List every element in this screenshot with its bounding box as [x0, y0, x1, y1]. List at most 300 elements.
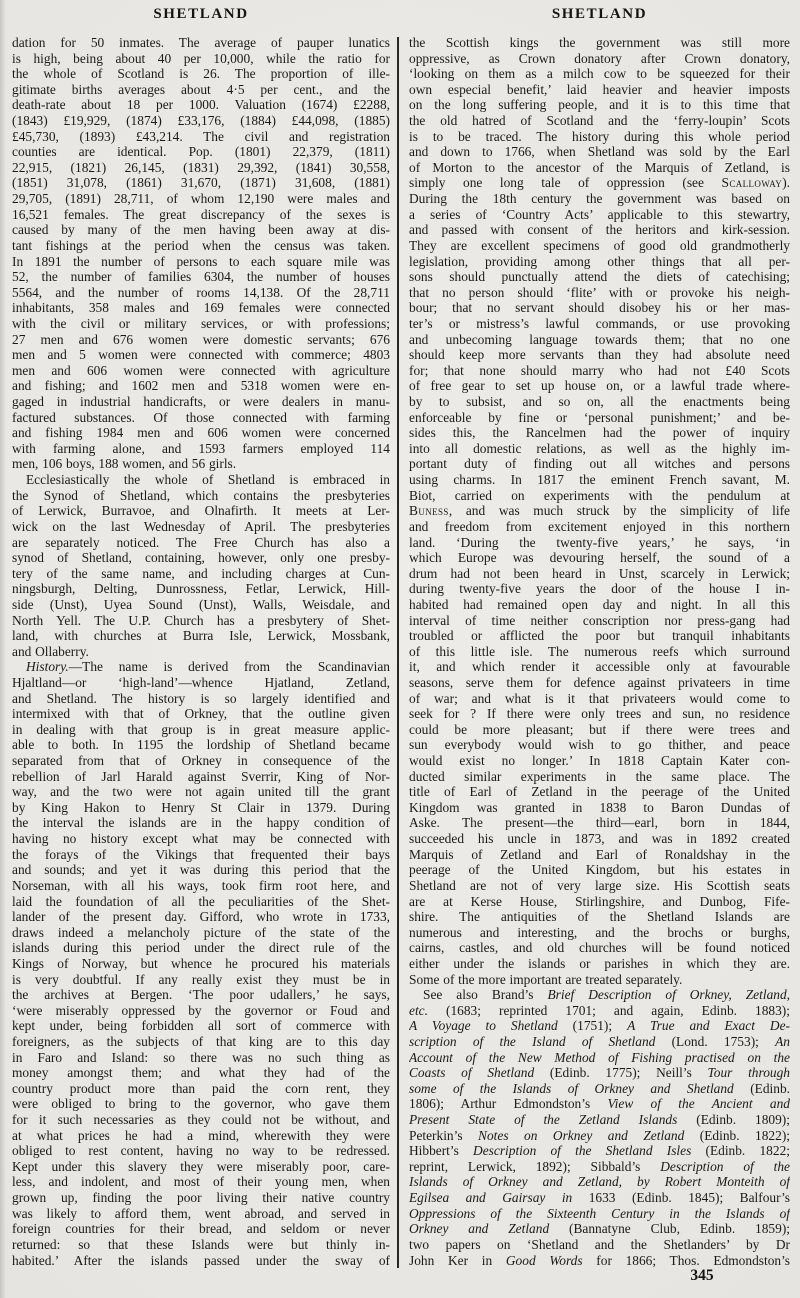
text-line: [12, 1065, 390, 1081]
text-line: [409, 269, 790, 285]
italic-text: Egilsea and Gairsay in: [409, 1190, 573, 1206]
text-segment: the Scottish kings the government was still more: [409, 35, 790, 50]
text-line: [12, 691, 390, 707]
text-line: [12, 940, 390, 956]
text-segment: grown up, finding the poor living their native country: [12, 1190, 390, 1206]
text-segment: is very doubtful. If any really exist they must be in: [12, 971, 390, 987]
running-head-right: SHETLAND: [551, 6, 648, 22]
text-segment: factured substances. Of those connected with farming: [12, 409, 390, 425]
text-line: [409, 1018, 790, 1034]
text-segment: a series of ‘Country Acts’ applicable to this stewartry,: [409, 206, 790, 222]
text-segment: peerage of the United Kingdom, but his estates in: [409, 862, 790, 878]
text-segment: the forays of the Vikings that frequented their bays: [12, 846, 390, 862]
text-line: [409, 35, 790, 51]
scan-edge-shadow: [0, 0, 6, 1298]
text-line: [409, 97, 790, 113]
text-line: [12, 722, 390, 738]
text-segment: oppressive, as Crown donatory after Crown donatory,: [409, 50, 790, 66]
text-segment: which Europe was devouring herself, the sound of a: [409, 550, 790, 566]
text-line: [409, 566, 790, 582]
text-line: [409, 706, 790, 722]
text-segment: with the civil or military services, or with professions;: [12, 315, 390, 331]
text-segment: shire. The antiquities of the Shetland Islands are: [409, 909, 790, 925]
text-segment: obliged to rest content, having no way to be redressed.: [12, 1143, 390, 1159]
text-line: [409, 1096, 790, 1112]
text-line: [12, 363, 390, 379]
text-line: [12, 581, 390, 597]
text-line: [12, 597, 390, 613]
text-line: [409, 394, 790, 410]
text-segment: 1633 (Edinb. 1845); Balfour’s: [572, 1190, 790, 1206]
text-line: [409, 1065, 790, 1081]
text-line: [409, 51, 790, 67]
text-line: [12, 1159, 390, 1175]
smallcaps-text: Buness: [409, 503, 449, 519]
text-line: [409, 82, 790, 98]
text-segment: succeeded his uncle in 1873, and was in 1892 created: [409, 831, 790, 847]
text-segment: Norseman, with all his ways, took firm root here, and: [12, 877, 390, 893]
text-line: [409, 862, 790, 878]
text-line: [409, 722, 790, 738]
text-segment: for it such necessaries as they could not be without, and: [12, 1112, 390, 1128]
text-line: [409, 987, 790, 1003]
text-line: [409, 878, 790, 894]
text-segment: —The name is derived from the Scandinavian: [68, 659, 390, 675]
text-line: [409, 363, 790, 379]
italic-text: Oppressions of the Sixteenth Century in the Islands of: [409, 1205, 790, 1221]
column-divider-rule: [397, 37, 399, 1268]
text-segment: , and was much struck by the simplicity of life: [448, 503, 790, 519]
text-line: [409, 441, 790, 457]
text-segment: foreign countries for their bread, and seldom or never: [12, 1221, 390, 1237]
italic-text: A Voyage to Shetland: [409, 1018, 558, 1034]
text-segment: laid the foundation of all the peculiarities of the Shet-: [12, 893, 390, 909]
text-segment: caused by many of the men having been away at dis-: [12, 222, 390, 238]
text-line: [409, 909, 790, 925]
text-segment: using charms. In 1817 the eminent French savant, M.: [409, 472, 790, 488]
text-line: [409, 659, 790, 675]
text-line: [12, 909, 390, 925]
italic-text: An: [775, 1034, 790, 1049]
text-line: [409, 144, 790, 160]
text-segment: by King Hakon to Henry St Clair in 1379. During: [12, 799, 390, 815]
text-segment: habited.’ After the islands passed under the sway of: [12, 1252, 390, 1268]
text-line: [12, 706, 390, 722]
text-line: [409, 129, 790, 145]
text-line: [409, 254, 790, 270]
text-line: [12, 347, 390, 363]
text-line: [12, 628, 390, 644]
text-segment: the old hatred of Scotland and the ‘ferry-loupin’ Scots: [409, 113, 790, 129]
text-segment: legislation, providing among other things that all per-: [409, 253, 790, 269]
text-line: [409, 222, 790, 238]
text-line: [409, 831, 790, 847]
text-segment: at what prices he had a mind, wherewith they were: [12, 1127, 390, 1143]
text-segment: Kings of Norway, but whence he procured his materials: [12, 955, 390, 971]
italic-text: A True and Exact De-: [627, 1018, 790, 1034]
text-segment: sons should punctually attend the diets of catechising;: [409, 269, 790, 285]
text-segment: during twenty-five years the door of the house I in-: [409, 581, 790, 597]
text-segment: in dealing with that group is in great measure applic-: [12, 721, 390, 737]
text-line: [12, 1081, 390, 1097]
text-line: [12, 1112, 390, 1128]
text-segment: dation for 50 inmates. The average of pauper lunatics: [12, 35, 390, 50]
text-segment: drum had not been heard in Unst, scarcely in Lerwick;: [409, 565, 790, 581]
text-line: [12, 972, 390, 988]
text-segment: They are excellent specimens of good old grandmotherly: [409, 237, 790, 253]
text-line: [12, 737, 390, 753]
text-line: [409, 300, 790, 316]
text-line: [409, 1050, 790, 1066]
text-segment: inhabitants, 358 males and 169 females were connected: [12, 300, 390, 316]
text-line: [409, 1159, 790, 1175]
text-segment: men and 606 women were connected with agriculture: [12, 362, 390, 378]
text-line: [12, 144, 390, 160]
text-segment: Marquis of Zetland and Earl of Ronaldshay in the: [409, 846, 790, 862]
text-segment: seek for ? If there were only trees and sun, no residence: [409, 706, 790, 722]
text-segment: and Ollaberry.: [12, 643, 89, 659]
text-line: [409, 207, 790, 223]
text-line: [12, 472, 390, 488]
italic-text: Tour through: [707, 1065, 790, 1081]
text-segment: (Edinb.: [733, 1080, 790, 1096]
text-line: [12, 503, 390, 519]
text-line: [12, 1050, 390, 1066]
text-segment: (Edinb. 1822;: [691, 1143, 790, 1159]
text-segment: North Yell. The U.P. Church has a presbytery of Shet-: [12, 612, 390, 628]
text-segment: (Edinb. 1775); Neill’s: [534, 1065, 708, 1081]
text-segment: (1751);: [557, 1018, 628, 1034]
text-segment: able to both. In 1195 the lordship of Shetland became: [12, 737, 390, 753]
text-segment: are at Kerse House, Stirlingshire, and Dunbog, Fife-: [409, 893, 790, 909]
text-line: [12, 285, 390, 301]
text-line: [12, 1206, 390, 1222]
italic-text: Orkney and Zetland: [409, 1221, 550, 1237]
text-segment: men and 5 women were connected with commerce; 4803: [12, 347, 390, 363]
text-line: [12, 254, 390, 270]
text-segment: (Edinb. 1822);: [684, 1127, 790, 1143]
text-segment: During the 18th century the government was based on: [409, 191, 790, 207]
text-line: [12, 300, 390, 316]
text-line: [12, 784, 390, 800]
text-line: [12, 394, 390, 410]
text-segment: of Lerwick, Burravoe, and Olnafirth. It meets at Ler-: [12, 503, 390, 519]
text-line: [409, 628, 790, 644]
text-segment: that no person should ‘flite’ with or provoke his neigh-: [409, 284, 790, 300]
text-line: [409, 956, 790, 972]
text-line: [409, 940, 790, 956]
left-column: [12, 35, 390, 1268]
text-line: [409, 691, 790, 707]
text-line: [409, 613, 790, 629]
text-line: [12, 1018, 390, 1034]
italic-text: Account of the New Method of Fishing practised on the: [409, 1049, 790, 1065]
text-segment: synod of Shetland, containing, however, only one presby-: [12, 550, 390, 566]
text-segment: 22,915, (1821) 26,145, (1831) 29,392, (1841) 30,558,: [12, 159, 390, 175]
text-line: [12, 35, 390, 51]
text-segment: Kingdom was granted in 1838 to Baron Dundas of: [409, 799, 790, 815]
italic-text: etc.: [409, 1002, 428, 1018]
text-segment: were obliged to bring to the governor, who gave them: [12, 1096, 390, 1112]
text-line: [12, 659, 390, 675]
text-segment: into all domestic relations, as well as the highly im-: [409, 440, 790, 456]
text-line: [409, 113, 790, 129]
italic-text: Present State of the Zetland Islands: [409, 1112, 678, 1128]
text-segment: men, 106 boys, 188 women, and 56 girls.: [12, 456, 237, 472]
text-line: [12, 675, 390, 691]
text-line: [409, 1221, 790, 1237]
text-line: [12, 878, 390, 894]
text-line: [12, 1096, 390, 1112]
text-line: [409, 784, 790, 800]
text-line: [409, 66, 790, 82]
italic-text: Good Words: [505, 1252, 583, 1268]
text-segment: wick on the last Wednesday of April. The presbyteries: [12, 518, 390, 534]
text-segment: way, and the two were not again united till the grant: [12, 784, 390, 800]
text-line: [409, 644, 790, 660]
text-segment: is to be traced. The history during this whole period: [409, 128, 790, 144]
text-line: [409, 425, 790, 441]
text-segment: death-rate about 18 per 1000. Valuation (1674) £2288,: [12, 97, 390, 113]
text-segment: and fishing 1984 men and 606 women were concerned: [12, 425, 390, 441]
text-segment: with farming alone, and 1593 farmers employed 114: [12, 440, 390, 456]
text-line: [409, 753, 790, 769]
text-segment: John Ker in: [409, 1252, 506, 1268]
text-line: [12, 550, 390, 566]
text-segment: interval of time neither conscription nor press-gang had: [409, 612, 790, 628]
text-segment: tant fishings at the period when the census was taken.: [12, 237, 390, 253]
text-line: [409, 815, 790, 831]
text-segment: cairns, castles, and old churches will be found noticed: [409, 940, 790, 956]
text-segment: returned: so that these Islands were but thinly in-: [12, 1236, 390, 1252]
text-segment: of war; and what is it that privateers would come to: [409, 690, 790, 706]
text-line: [409, 800, 790, 816]
text-line: [409, 1034, 790, 1050]
text-line: [12, 269, 390, 285]
text-segment: sides this, the Rancelmen had the power of inquiry: [409, 425, 790, 441]
text-segment: Kept under this slavery they were miserably poor, care-: [12, 1158, 390, 1174]
text-line: [409, 347, 790, 363]
text-segment: the Synod of Shetland, which contains the presbyteries: [12, 487, 390, 503]
text-segment: tery of the same name, and including charges at Cun-: [12, 565, 390, 581]
text-line: [409, 1237, 790, 1253]
text-line: [12, 1253, 390, 1269]
text-segment: ‘looking on them as a milch cow to be squeezed for their: [409, 66, 790, 82]
text-line: [409, 550, 790, 566]
text-segment: (Edinb. 1809);: [677, 1112, 790, 1128]
text-segment: ducted similar experiments in the same place. The: [409, 768, 790, 784]
italic-text: View of the Ancient and: [607, 1096, 790, 1112]
text-segment: rebellion of Jarl Harald against Sverrir, King of Nor-: [12, 768, 390, 784]
text-line: [409, 1174, 790, 1190]
text-segment: Some of the more important are treated separately.: [409, 971, 683, 987]
text-line: [12, 987, 390, 1003]
text-line: [12, 1034, 390, 1050]
text-line: [409, 456, 790, 472]
text-line: [12, 378, 390, 394]
text-line: [12, 956, 390, 972]
text-segment: 27 men and 676 women were domestic servants; 676: [12, 331, 390, 347]
text-segment: 5564, and the number of rooms 14,138. Of the 28,711: [12, 284, 390, 300]
text-line: [12, 753, 390, 769]
text-line: [12, 160, 390, 176]
text-segment: Biot, carried on experiments with the pendulum at: [409, 487, 790, 503]
text-segment: and passed with consent of the heritors and kirk-session.: [409, 222, 790, 238]
text-line: [409, 675, 790, 691]
text-line: [12, 191, 390, 207]
text-segment: having no history except what may be connected with: [12, 831, 390, 847]
text-segment: counties are identical. Pop. (1801) 22,379, (1811): [12, 144, 390, 160]
text-line: [12, 488, 390, 504]
running-head-left: SHETLAND: [153, 6, 249, 22]
text-segment: and freedom from excitement enjoyed in this northern: [409, 518, 790, 534]
text-segment: gitimate births averages about 4·5 per cent., and the: [12, 81, 390, 97]
text-segment: and sounds; and yet it was during this period that the: [12, 862, 390, 878]
text-segment: is high, being about 40 per 10,000, while the ratio for: [12, 50, 390, 66]
text-segment: Shetland are not of very large size. His Scottish seats: [409, 877, 790, 893]
text-segment: (1851) 31,078, (1861) 31,670, (1871) 31,608, (1881): [12, 175, 390, 191]
text-segment: ter’s or mistress’s lawful commands, or use provoking: [409, 315, 790, 331]
text-line: [409, 378, 790, 394]
text-line: [409, 488, 790, 504]
text-segment: separated from that of Orkney in consequence of the: [12, 753, 390, 769]
text-segment: either under the islands or parishes in which they are.: [409, 955, 790, 971]
text-segment: kept under, being forbidden all sort of commerce with: [12, 1018, 390, 1034]
text-segment: 29,705, (1891) 28,711, of whom 12,190 were males and: [12, 191, 390, 207]
text-segment: foreigners, as the subjects of that king are to this day: [12, 1034, 390, 1049]
text-line: [12, 535, 390, 551]
text-line: [12, 441, 390, 457]
text-line: [12, 1237, 390, 1253]
italic-text: some of the Islands of Orkney and Shetland: [409, 1080, 734, 1096]
text-line: [409, 1143, 790, 1159]
text-segment: by to subsist, and so on, all the enactments being: [409, 394, 790, 410]
text-segment: Aske. The present—the third—earl, born in 1844,: [409, 815, 790, 831]
text-segment: on the long suffering people, and it is to this time that: [409, 97, 790, 113]
text-line: [12, 644, 390, 660]
text-segment: land, with churches at Burra Isle, Lerwick, Mossbank,: [12, 628, 390, 644]
text-segment: intermixed with that of Orkney, that the outline given: [12, 706, 390, 722]
text-segment: two papers on ‘Shetland and the Shetlanders’ by Dr: [409, 1236, 790, 1252]
text-segment: draws indeed a melancholy picture of the state of the: [12, 924, 390, 940]
text-segment: for 1866; Thos. Edmondston’s: [582, 1252, 790, 1268]
italic-text: Coasts of Shetland: [409, 1065, 535, 1081]
italic-text: Brief Description of Orkney, Zetland,: [547, 987, 790, 1003]
text-line: [409, 316, 790, 332]
text-segment: money amongst them; and what they had of the: [12, 1065, 390, 1081]
text-segment: it, and which render it accessible only at favourable: [409, 659, 790, 675]
text-line: [409, 1253, 790, 1269]
text-segment: and fishing; and 1602 men and 5318 women were en-: [12, 378, 390, 394]
text-line: [12, 1221, 390, 1237]
text-segment: in Faro and Island: so there was no such thing as: [12, 1049, 390, 1065]
text-line: [409, 410, 790, 426]
text-line: [409, 597, 790, 613]
text-segment: (1843) £19,929, (1874) £33,176, (1884) £44,098, (1885): [12, 113, 390, 129]
text-line: [409, 1112, 790, 1128]
text-line: [12, 1174, 390, 1190]
text-segment: troubled or afflicted the poor but tranquil inhabitants: [409, 628, 790, 644]
text-segment: title of Earl of Zetland in the peerage of the United: [409, 784, 790, 800]
text-line: [12, 831, 390, 847]
text-segment: the archives at Bergen. ‘The poor udallers,’ he says,: [12, 987, 390, 1003]
text-line: [409, 1190, 790, 1206]
text-line: [409, 1081, 790, 1097]
italic-text: Description of the Shetland Isles: [473, 1143, 692, 1159]
text-segment: sun everybody would wish to go thither, and peace: [409, 737, 790, 753]
text-line: [12, 519, 390, 535]
text-segment: for; that none should marry who had not £40 Scots: [409, 362, 790, 378]
text-line: [12, 847, 390, 863]
text-segment: ningsburgh, Delting, Dunrossness, Fetlar, Lerwick, Hill-: [12, 581, 390, 597]
text-segment: the whole of Scotland is 26. The proportion of ille-: [12, 66, 390, 82]
italic-text: Description of the: [660, 1158, 790, 1174]
text-segment: 16,521 females. The great discrepancy of the sexes is: [12, 206, 390, 222]
text-segment: side (Unst), Uyea Sound (Unst), Walls, Weisdale, and: [12, 596, 390, 612]
text-segment: numerous and interesting, and the brochs or burghs,: [409, 924, 790, 940]
text-segment: land. ‘During the twenty-five years,’ he says, ‘in: [409, 534, 790, 550]
text-line: [12, 613, 390, 629]
right-column: [409, 35, 790, 1268]
text-line: [12, 316, 390, 332]
italic-text: Notes on Orkney and Zetland: [478, 1127, 685, 1143]
text-line: [12, 113, 390, 129]
text-line: [409, 1128, 790, 1144]
text-line: [12, 894, 390, 910]
text-line: [12, 82, 390, 98]
text-line: [409, 737, 790, 753]
text-line: [12, 207, 390, 223]
text-segment: gaged in industrial handicrafts, or were dealers in manu-: [12, 394, 390, 410]
text-segment: 1806); Arthur Edmondston’s: [409, 1096, 608, 1112]
text-segment: lander of the present day. Gifford, who wrote in 1733,: [12, 909, 390, 925]
text-segment: could be more pleasant; but if there were trees and: [409, 721, 790, 737]
text-segment: habited had remained open day and night. In all this: [409, 596, 790, 612]
text-segment: (Bannatyne Club, Edinb. 1859);: [549, 1221, 790, 1237]
page-number: 345: [690, 1267, 714, 1284]
text-line: [409, 472, 790, 488]
text-line: [12, 566, 390, 582]
text-line: [409, 238, 790, 254]
text-line: [12, 175, 390, 191]
text-line: [12, 1128, 390, 1144]
text-segment: enforceable by fine or ‘personal punishment;’ and be-: [409, 409, 790, 425]
text-segment: and down to 1766, when Shetland was sold by the Earl: [409, 144, 790, 160]
text-segment: seasons, serve them for defence against privateers in time: [409, 674, 790, 690]
text-segment: would exist no longer.’ In 1818 Captain Kater con-: [409, 753, 790, 769]
smallcaps-text: Scalloway: [721, 175, 783, 191]
text-line: [12, 332, 390, 348]
text-line: [12, 925, 390, 941]
text-line: [12, 862, 390, 878]
text-segment: See also Brand’s: [423, 987, 548, 1003]
text-line: [12, 800, 390, 816]
text-line: [12, 769, 390, 785]
text-segment: of this little isle. The numerous reefs which surround: [409, 643, 790, 659]
text-line: [409, 972, 790, 988]
text-segment: are separately noticed. The Free Church has also a: [12, 534, 390, 550]
text-segment: bour; that no servant should disobey his or her mas-: [409, 300, 790, 316]
text-line: [12, 410, 390, 426]
text-line: [12, 222, 390, 238]
text-line: [12, 815, 390, 831]
text-line: [12, 1003, 390, 1019]
text-line: [409, 894, 790, 910]
text-segment: and Shetland. The history is so largely identified and: [12, 690, 390, 706]
text-line: [409, 535, 790, 551]
text-line: [409, 925, 790, 941]
text-segment: £45,730, (1893) £43,214. The civil and registration: [12, 128, 390, 144]
